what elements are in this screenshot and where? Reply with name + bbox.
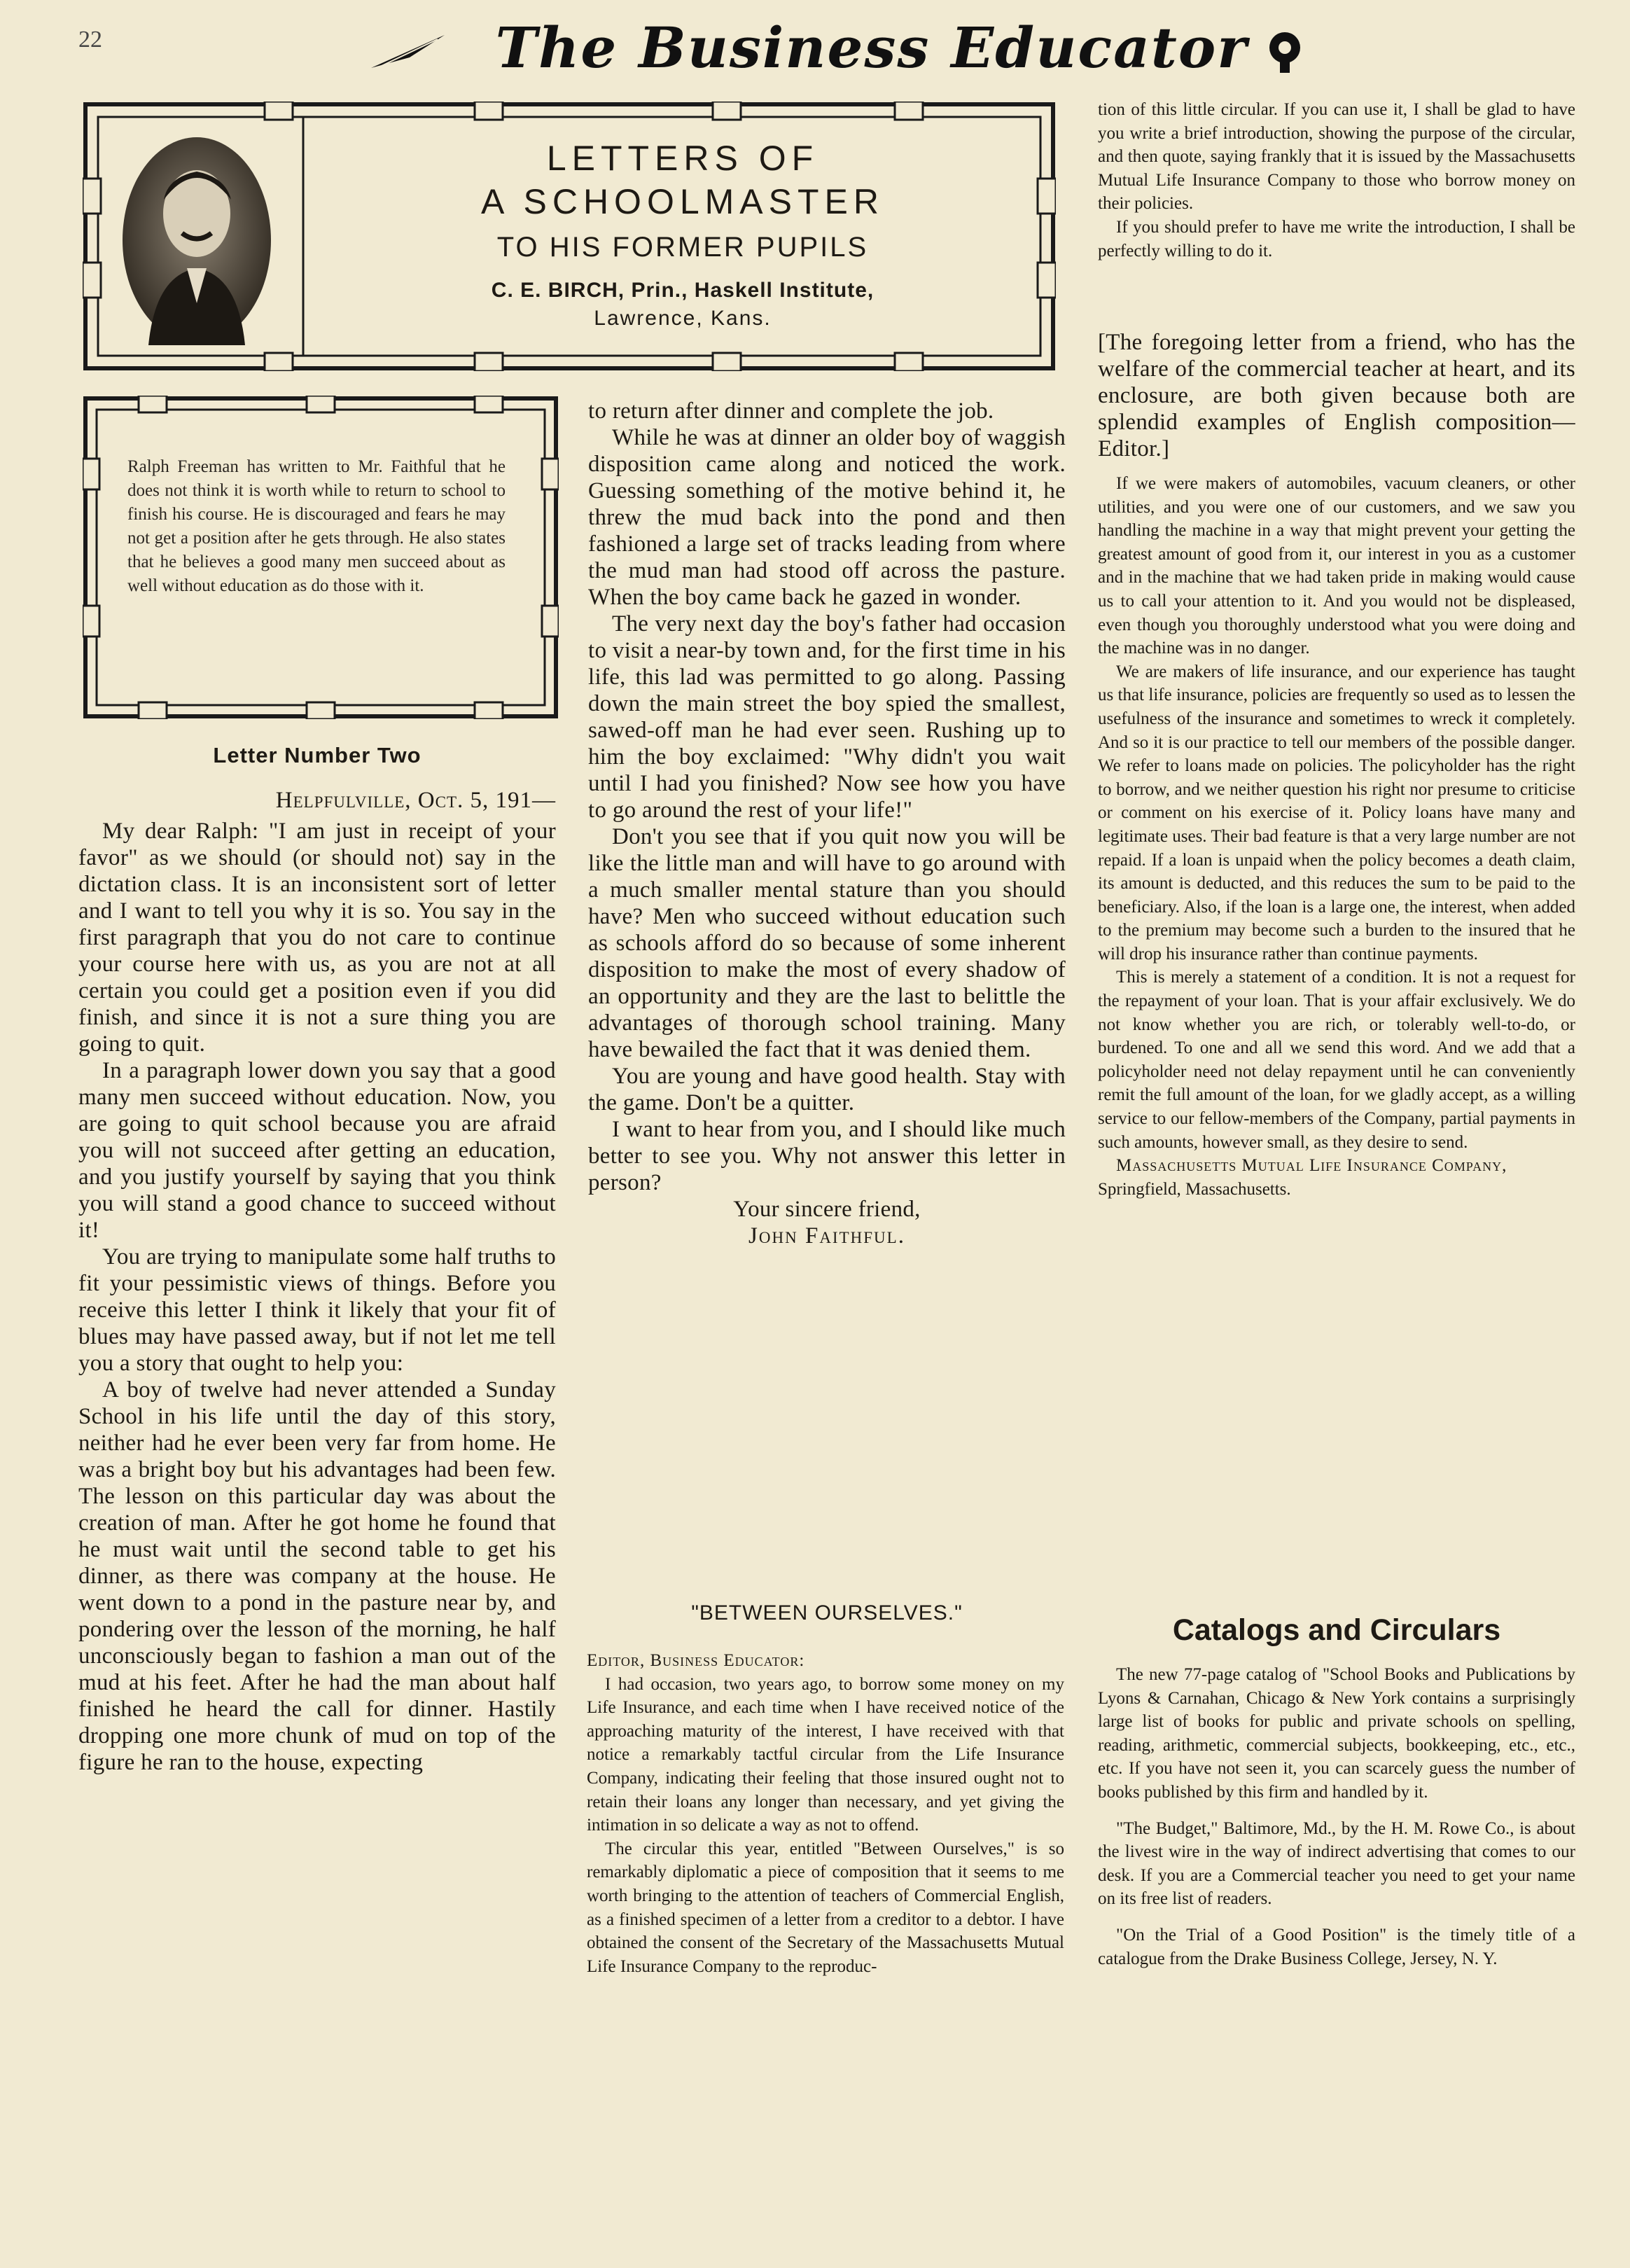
letter-paragraph: You are young and have good health. Stay with the game. Don't be a quitter. bbox=[588, 1064, 1066, 1115]
letter-paragraph: I want to hear from you, and I should like much better to see you. Why not answer this letter in person? bbox=[588, 1117, 1066, 1195]
between-ourselves-heading: "BETWEEN OURSELVES." bbox=[691, 1601, 963, 1625]
circular-section bbox=[1098, 329, 1575, 1201]
between-ourselves-body bbox=[587, 1649, 1064, 1978]
letter-paragraph: In a paragraph lower down you say that a good many men succeed without education. Now, you are going to quit school because you are afraid you will not succeed after getting an education, and you justify yourself by saying that you think you will stand a good chance to succeed without it! bbox=[78, 1058, 556, 1243]
title-line-1: LETTERS OF bbox=[546, 139, 819, 178]
page-number: 22 bbox=[78, 27, 102, 53]
letter-paragraph: A boy of twelve had never attended a Sunday School in his life until the day of this story, neither had he ever been very far from home. He was a bright boy but his advantages had been few. The lesson on this particular day was about the creation of man. After he got home he found that he must wait until the second table to get his dinner, as there was company at the house. He went down to a pond in the pasture near by, and pondering over the lesson of the morning, he half unconsciously began to fashion a man out of the mud at his feet. After he had the man about half finished he heard the call for dinner. Hastily dropping one more chunk of mud on top of the figure he ran to the house, expecting bbox=[78, 1377, 556, 1775]
letter-paragraph: The very next day the boy's father had occasion to visit a near-by town and, for the first time in his life, this lad was permitted to go along. Passing down the main street the boy spied the smallest, sawed-off man he had ever seen. Rushing up to him the boy exclaimed: "Why didn't you wait until I had you finished? Now see how you have to go around the rest of your life!" bbox=[588, 611, 1066, 823]
letter-heading: Letter Number Two bbox=[213, 743, 422, 767]
author-portrait bbox=[120, 135, 273, 345]
letter-paragraph: My dear Ralph: "I am just in receipt of your favor" as we should (or should not) say in the dictation class. It is an inconsistent sort of letter and I want to tell you why it is so. You say in the first paragraph that you do not care to continue your course here with us, as you are not at all certain you could get a position even if you did finish, and since it is not a sure thing you are going to quit. bbox=[78, 819, 556, 1057]
letter-paragraph: While he was at dinner an older boy of waggish disposition came along and noticed the work. Guessing something of the motive behind it, he threw the mud back into the pond and then fashioned a large set of tracks leading from where the mud man had stood off across the pasture. When the boy came back he gazed in wonder. bbox=[588, 425, 1066, 610]
author-location: Lawrence, Kans. bbox=[594, 307, 772, 330]
author-line: C. E. BIRCH, Prin., Haskell Institute, bbox=[491, 279, 875, 302]
editor-note: [The foregoing letter from a friend, who has the welfare of the commercial teacher at heart, and its enclosure, are both given because both are splendid examples of English composition—Editor.] bbox=[1098, 330, 1575, 461]
masthead: The Business Educator bbox=[495, 14, 1248, 81]
company-city: Springfield, Massachusetts. bbox=[1098, 1179, 1291, 1199]
catalog-paragraph: The new 77-page catalog of "School Books and Publications by Lyons & Carnahan, Chicago & New York contains a surprisingly large list of books for public and private schools on spelling, reading, arithmetic, commercial subjects, bookkeeping, etc., etc., etc. If you have not seen it, you can scarcely guess the number of books published by this firm and handled by it. bbox=[1098, 1665, 1575, 1802]
article-title-block bbox=[329, 137, 1036, 331]
letter-dateline: Helpfulville, Oct. 5, 191— bbox=[275, 788, 556, 813]
salutation: Editor, Business Educator: bbox=[587, 1651, 805, 1670]
letter-paragraph: You are trying to manipulate some half truths to fit your pessimistic views of things. Before you receive this letter I think it likely that your fit of blues may have passed away, but if not let me tell you a story that ought to help you: bbox=[78, 1244, 556, 1376]
correspondent-paragraph: If you should prefer to have me write the introduction, I shall be perfectly willing to do it. bbox=[1098, 217, 1575, 260]
letter-paragraph: to return after dinner and complete the job. bbox=[588, 398, 994, 424]
between-ourselves-continued bbox=[1098, 98, 1575, 263]
circular-paragraph: This is merely a statement of a condition. It is not a request for the repayment of your loan. That is your affair exclusively. We do not know whether you are rich, or tolerably well-to-do, or burdened. To one and all we send this word. And we add that a policyholder need not delay repayment until he can conveniently remit the full amount of the loan, for we gladly accept, as a willing service to our fellow-members of the Company, partial payments in such amounts, however small, as they desire to send. bbox=[1098, 968, 1575, 1152]
title-line-2: A SCHOOLMASTER bbox=[481, 182, 884, 221]
correspondent-paragraph: tion of this little circular. If you can use it, I shall be glad to have you write a brief introduction, showing the purpose of the circular, and then quote, saying frankly that it is issued by the Massachusetts Mutual Life Insurance Company to those who borrow money on their policies. bbox=[1098, 100, 1575, 214]
company-name: Massachusetts Mutual Life Insurance Company, bbox=[1116, 1156, 1507, 1176]
catalog-paragraph: "The Budget," Baltimore, Md., by the H. M. Rowe Co., is about the livest wire in the way of indirect advertising that comes to our desk. If you are a Commercial teacher you need to get your name on its free list of readers. bbox=[1098, 1818, 1575, 1909]
letter-closing: Your sincere friend, bbox=[733, 1197, 921, 1222]
synopsis-text: Ralph Freeman has written to Mr. Faithful that he does not think it is worth while to return to school to finish his course. He is discouraged and fears he may not get a position after he gets through. He also states that he believes a good many men succeed about as well without education as do those with it. bbox=[127, 457, 506, 595]
catalogs-heading: Catalogs and Circulars bbox=[1172, 1613, 1501, 1647]
letter-column-2 bbox=[588, 398, 1066, 1249]
emblem-icon bbox=[1260, 27, 1309, 76]
correspondent-paragraph: The circular this year, entitled "Between Ourselves," is so remarkably diplomatic a piece of composition that it seems to me worth bringing to the attention of teachers of Commercial English, as a finished specimen of a letter from a creditor to a debtor. I have obtained the consent of the Secretary of the Massachusetts Mutual Life Insurance Company to the reproduc- bbox=[587, 1839, 1064, 1976]
letter-paragraph: Don't you see that if you quit now you will be like the little man and will have to go around with a much smaller mental stature than you should have? Men who succeed without education such as schools afford do so because of some inherent disposition to make the most of every shadow of an opportunity and they are the last to belittle the advantages of thorough school training. Many have bewailed the fact that it was denied them. bbox=[588, 824, 1066, 1062]
letter-column-1 bbox=[78, 742, 556, 1776]
letter-signature: John Faithful. bbox=[748, 1223, 905, 1248]
catalog-paragraph: "On the Trial of a Good Position" is the timely title of a catalogue from the Drake Business College, Jersey, N. Y. bbox=[1098, 1925, 1575, 1968]
catalogs-body bbox=[1098, 1663, 1575, 1970]
correspondent-paragraph: I had occasion, two years ago, to borrow some money on my Life Insurance, and each time when I have received notice of the approaching maturity of the interest, I have received with that notice a remarkably tactful circular from the Life Insurance Company, indicating their feeling that those insured ought not to retain their loans any longer than necessary, and yet giving the intimation in so delicate a way as not to offend. bbox=[587, 1674, 1064, 1835]
circular-paragraph: We are makers of life insurance, and our experience has taught us that life insurance, policies are frequently so used as to lessen the usefulness of the insurance and sometimes to wreck it completely. And so it is our practice to tell our members of the possible danger. We refer to loans made on policies. The policyholder has the right to borrow, and we neither question his right nor presume to criticise or comment on his exercise of it. Policy loans have many and legitimate uses. Their bad feature is that a very large number are not repaid. If a loan is unpaid when the policy becomes a death claim, its amount is deducted, and this reduces the sum to be paid to the beneficiary. Also, if the loan is a large one, the interest, when added to the premium may become such a burden to the insured that he will drop his insurance rather than continue payments. bbox=[1098, 662, 1575, 963]
title-subtitle: TO HIS FORMER PUPILS bbox=[496, 232, 869, 263]
circular-paragraph: If we were makers of automobiles, vacuum cleaners, or other utilities, and you were one of our customers, and we saw you handling the machine in a way that might prevent your getting the greatest amount of good from it, our interest in you as a customer and in the machine that we had taken pride in making would cause us to call your attention to it. And you would not be displeased, even though you thoroughly understood what you were doing and the machine was in no danger. bbox=[1098, 474, 1575, 658]
